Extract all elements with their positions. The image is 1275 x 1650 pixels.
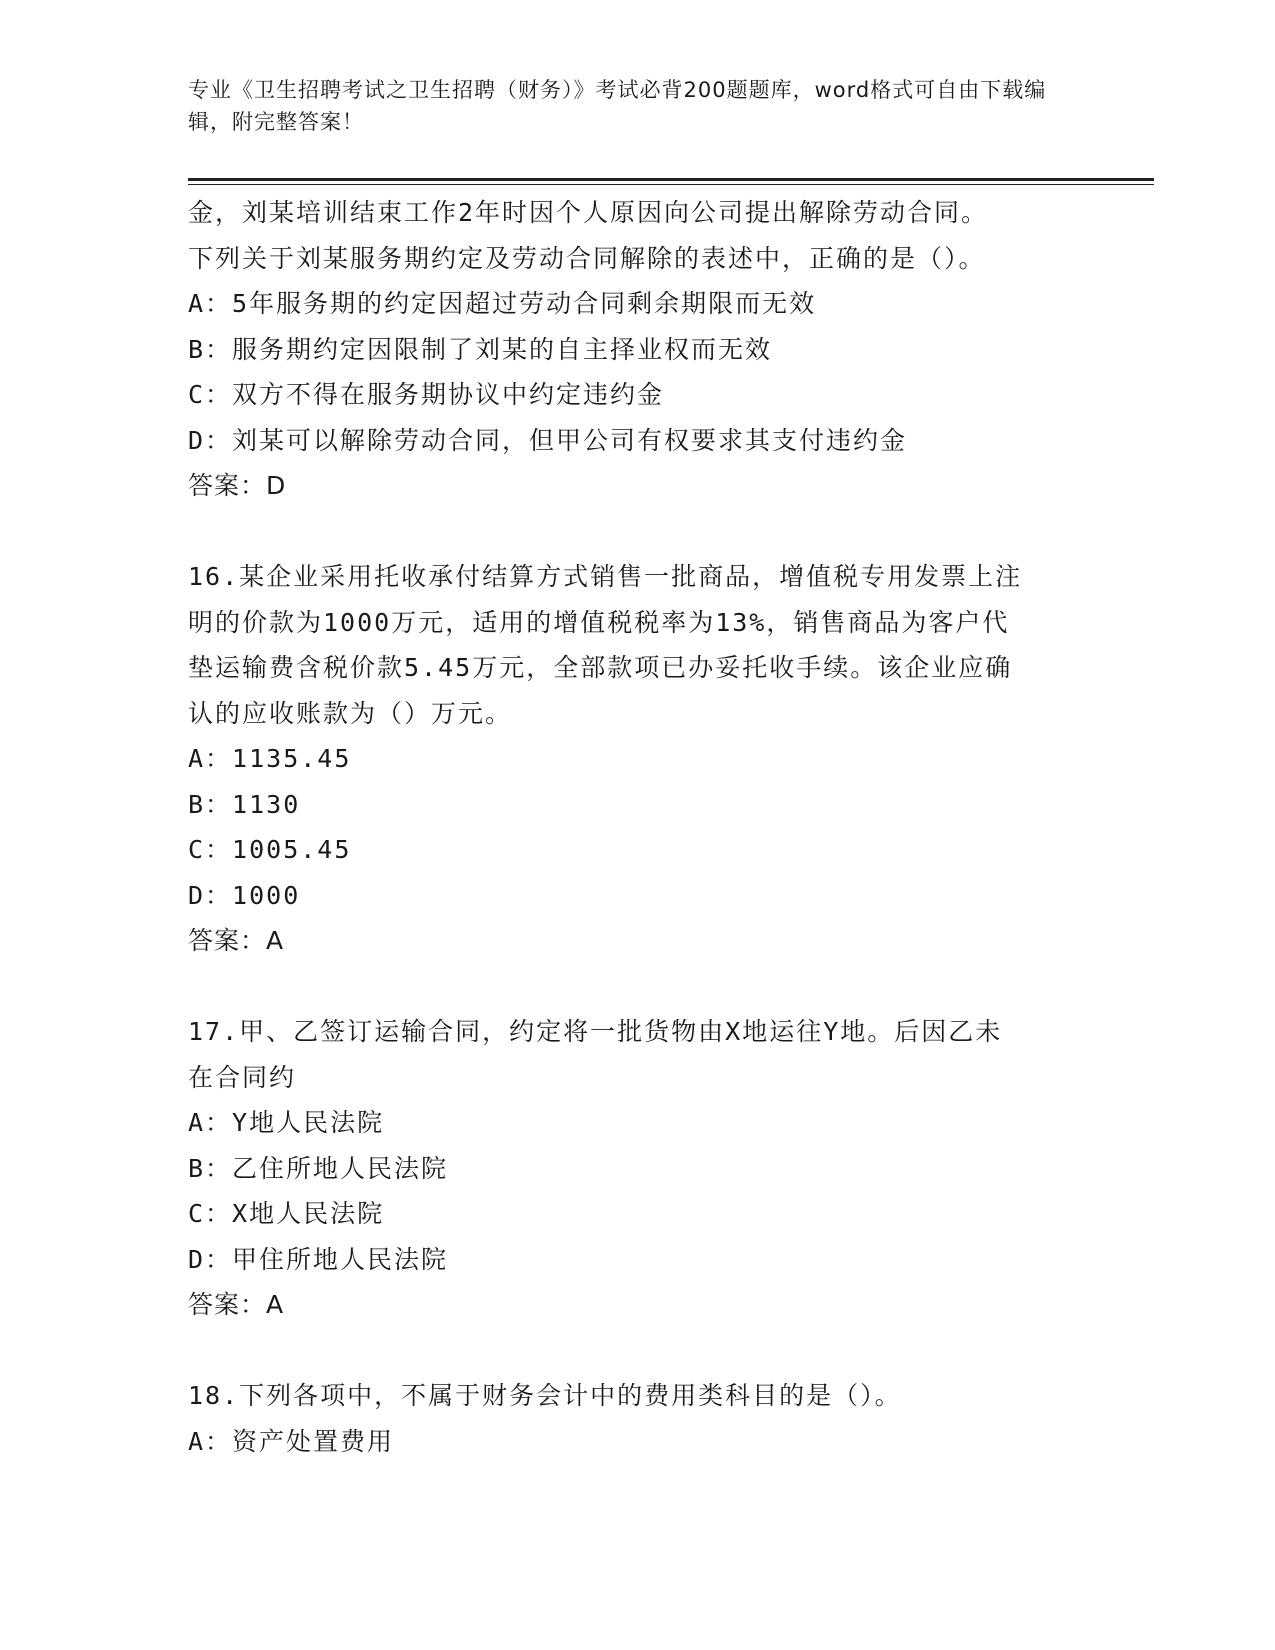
question-16 [188, 554, 1088, 964]
question-text-line: 金，刘某培训结束工作2年时因个人原因向公司提出解除劳动合同。 [188, 198, 989, 227]
option-a: A：5年服务期的约定因超过劳动合同剩余期限而无效 [188, 289, 817, 318]
question-text-line: 18.下列各项中，不属于财务会计中的费用类科目的是（）。 [188, 1381, 902, 1410]
spacer [188, 964, 1088, 1010]
option-c: C：双方不得在服务期协议中约定违约金 [188, 380, 665, 409]
header-divider-thick [188, 178, 1154, 181]
option-c: C：X地人民法院 [188, 1199, 385, 1228]
answer-line: 答案：D [188, 471, 287, 500]
option-b: B：1130 [188, 789, 301, 819]
option-b: B：乙住所地人民法院 [188, 1153, 449, 1183]
question-text-line: 垫运输费含税价款5.45万元，全部款项已办妥托收手续。该企业应确 [188, 653, 1013, 682]
option-d: D：1000 [188, 880, 301, 910]
document-header-title: 专业《卫生招聘考试之卫生招聘（财务）》考试必背200题题库，word格式可自由下载编辑，附完整答案！ [188, 78, 1047, 134]
option-d: D：刘某可以解除劳动合同，但甲公司有权要求其支付违约金 [188, 425, 908, 455]
question-text-line: 认的应收账款为（）万元。 [188, 698, 513, 728]
question-text-line: 17.甲、乙签订运输合同，约定将一批货物由X地运往Y地。后因乙未 [188, 1017, 1003, 1046]
question-15-continuation [188, 190, 1088, 509]
question-list [188, 190, 1088, 1464]
spacer [188, 1328, 1088, 1374]
option-a: A：1135.45 [188, 744, 352, 773]
question-18 [188, 1373, 1088, 1464]
option-d: D：甲住所地人民法院 [188, 1244, 449, 1274]
option-b: B：服务期约定因限制了刘某的自主择业权而无效 [188, 334, 773, 364]
question-text-line: 在合同约 [188, 1062, 297, 1092]
question-text-line: 16.某企业采用托收承付结算方式销售一批商品，增值税专用发票上注 [188, 562, 1023, 591]
answer-line: 答案：A [188, 926, 285, 955]
header-divider-thin [188, 184, 1154, 185]
question-text-line: 明的价款为1000万元，适用的增值税税率为13%，销售商品为客户代 [188, 607, 1010, 637]
option-a: A：Y地人民法院 [188, 1108, 385, 1137]
spacer [188, 509, 1088, 555]
question-17 [188, 1009, 1088, 1328]
question-text-line: 下列关于刘某服务期约定及劳动合同解除的表述中，正确的是（）。 [188, 243, 986, 273]
option-a: A：资产处置费用 [188, 1426, 395, 1456]
answer-line: 答案：A [188, 1290, 285, 1319]
option-c: C：1005.45 [188, 835, 352, 864]
